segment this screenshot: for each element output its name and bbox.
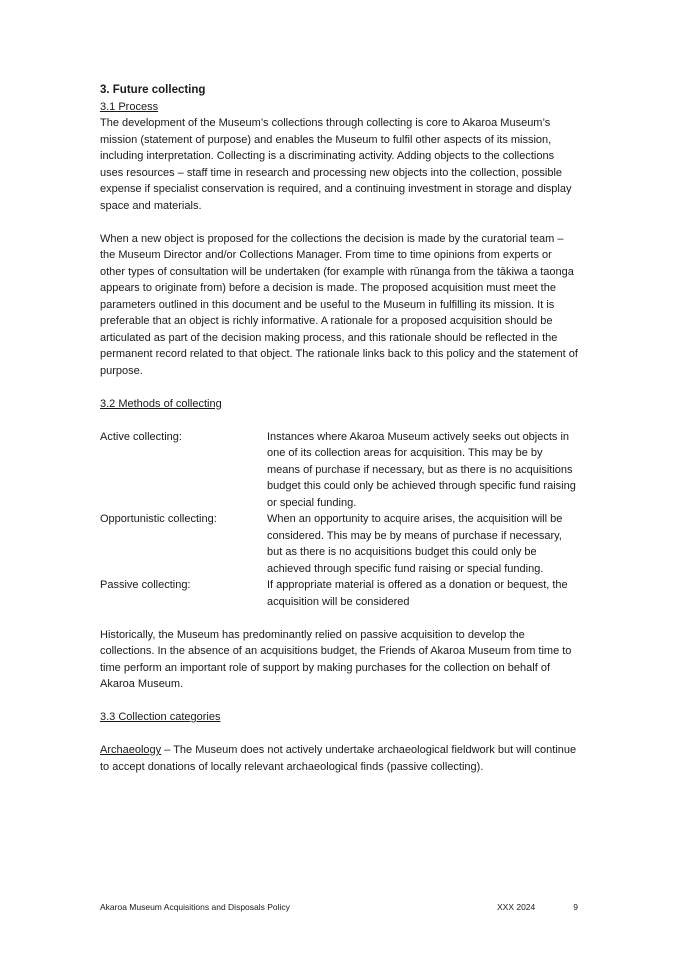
footer-page-number: 9 xyxy=(573,902,578,912)
method-row-active xyxy=(100,429,578,512)
section-heading: 3. Future collecting xyxy=(100,84,206,96)
footer-date: XXX 2024 xyxy=(496,902,536,912)
page-footer xyxy=(100,902,578,912)
archaeology-text: – The Museum does not actively undertake archaeological fieldwork but will continue to accept donations of locally relevant archaeological finds (passive collecting). xyxy=(100,744,577,773)
paragraph-process-2: When a new object is proposed for the collections the decision is made by the curatorial team – the Museum Director and/or Collections Manager. From time to time opinions from experts or other types of consultation will be undertaken (for example with rūnanga from the tākiwa a taonga appears to originate from) before a decision is made. The proposed acquisition must meet the parameters outlined in this document and be useful to the Museum in fulfilling its mission. It is preferable that an object is richly informative. A rationale for a proposed acquisition should be articulated as part of the decision making process, and this rationale should be reflected in the permanent record related to that object. The rationale links back to this policy and the statement of purpose. xyxy=(100,232,578,377)
method-term: Passive collecting: xyxy=(100,579,191,591)
document-content xyxy=(100,82,578,775)
method-term: Opportunistic collecting: xyxy=(100,513,217,525)
method-definition: Instances where Akaroa Museum actively seeks out objects in one of its collection areas for acquisition. This may be by means of purchase if necessary, but as there is no acquisitions budget this could only be achieved through specific fund raising or special funding. xyxy=(267,430,576,509)
subsection-heading-methods: 3.2 Methods of collecting xyxy=(100,397,222,410)
paragraph-archaeology xyxy=(100,742,578,775)
archaeology-lead-word: Archaeology xyxy=(100,744,162,756)
method-definition: When an opportunity to acquire arises, the acquisition will be considered. This may be by means of purchase if necessary, but as there is no acquisitions budget this could only be achieved through specific fund raising or special funding. xyxy=(267,513,563,575)
subsection-heading-categories: 3.3 Collection categories xyxy=(100,711,221,723)
method-row-passive xyxy=(100,577,578,610)
paragraph-process-1: The development of the Museum’s collections through collecting is core to Akaroa Museum’s mission (statement of purpose) and enables the Museum to fulfil other aspects of its mission, including interpretation. Collecting is a discriminating activity. Adding objects to the collections uses resources – staff time in research and processing new objects into the collection, possible expense if specialist conservation is required, and a continuing investment in storage and display space and materials. xyxy=(100,117,572,212)
footer-document-title: Akaroa Museum Acquisitions and Disposals Policy xyxy=(100,902,290,912)
paragraph-historically: Historically, the Museum has predominantly relied on passive acquisition to develop the collections. In the absence of an acquisitions budget, the Friends of Akaroa Museum from time to time perform an important role of support by making purchases for the collection on behalf of Akaroa Museum. xyxy=(100,628,572,690)
method-row-opportunistic xyxy=(100,511,578,577)
method-term: Active collecting: xyxy=(100,430,182,443)
method-definition: If appropriate material is offered as a donation or bequest, the acquisition will be considered xyxy=(267,579,568,608)
subsection-heading-process: 3.1 Process xyxy=(100,100,159,113)
methods-definition-list xyxy=(100,429,578,611)
